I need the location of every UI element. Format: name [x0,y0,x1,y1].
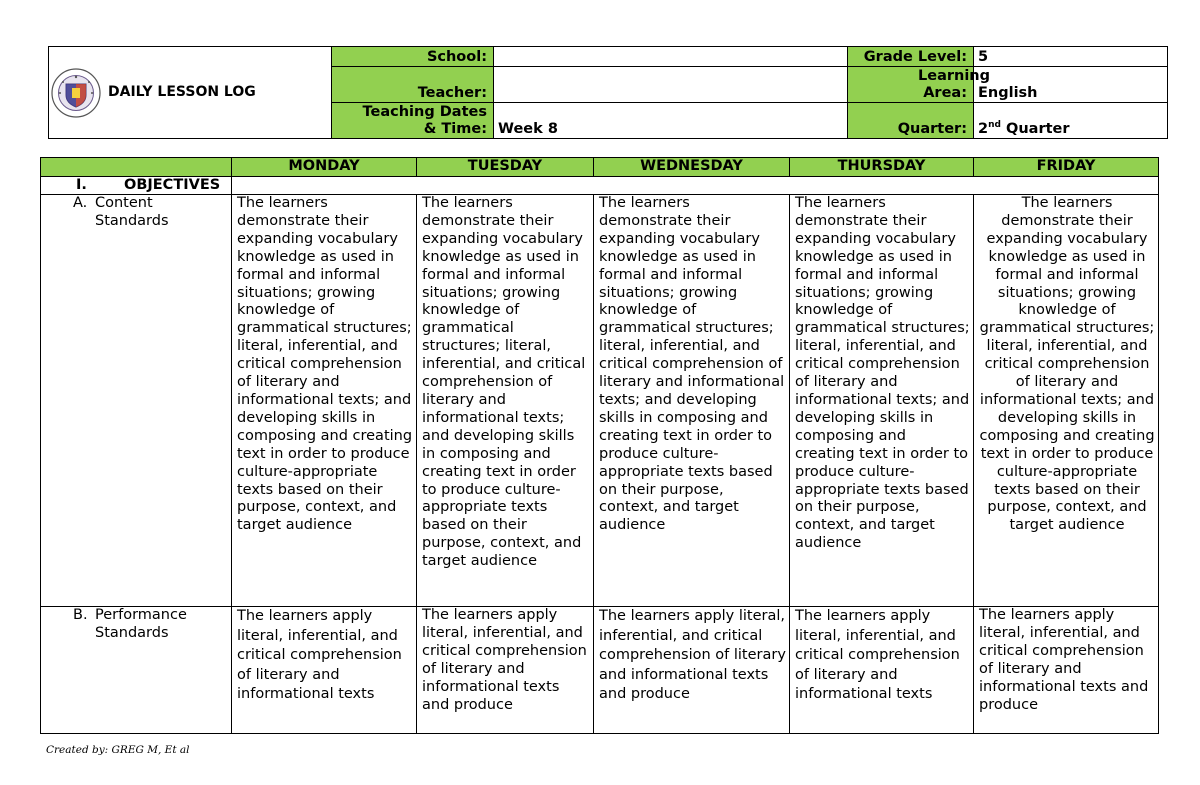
learning-label-line2: Area: [923,85,967,101]
objectives-heading [41,177,232,195]
performance-standards-line1: Performance [95,607,187,623]
performance-standards-label [41,607,232,734]
performance-standards-tuesday: The learners apply literal, inferential, and critical comprehension of literary and informational texts and produce [417,607,594,734]
objectives-title: OBJECTIVES [124,177,221,193]
quarter-word: Quarter [1006,121,1070,137]
objectives-number: I. [76,177,87,193]
learning-area-value[interactable]: English [974,67,1168,103]
content-standards-letter: A. [73,195,88,211]
teaching-dates-label [332,103,494,139]
day-header-thursday: THURSDAY [790,158,974,177]
teacher-value[interactable] [494,67,848,103]
performance-standards-line2: Standards [95,624,169,641]
performance-standards-thursday: The learners apply literal, inferential, and critical comprehension of literary and informational texts [790,607,974,734]
content-standards-tuesday: The learners demonstrate their expanding vocabulary knowledge as used in formal and informal situations; growing knowledge of grammatical structures; literal, inferential, and critical comprehension of literary and informational texts; and developing skills in composing and creating text in order to produce culture-appropriate texts based on their purpose, context, and target audience [417,195,594,607]
teaching-dates-value[interactable]: Week 8 [494,103,848,139]
content-standards-line1: Content [95,195,153,211]
day-header-wednesday: WEDNESDAY [594,158,790,177]
header-table [48,46,1168,139]
deped-seal-icon [51,68,101,118]
footer-credit: Created by: GREG M, Et al [46,744,190,756]
quarter-number: 2 [978,121,989,137]
content-standards-friday: The learners demonstrate their expanding vocabulary knowledge as used in formal and informal situations; growing knowledge of grammatical structures; literal, inferential, and critical comprehension of literary and informational texts; and developing skills in composing and creating text in order to produce culture-appropriate texts based on their purpose, context, and target audience [974,195,1159,607]
quarter-value[interactable] [974,103,1168,139]
content-standards-monday: The learners demonstrate their expanding vocabulary knowledge as used in formal and informal situations; growing knowledge of grammatical structures; literal, inferential, and critical comprehension of literary and informational texts; and developing skills in composing and creating text in order to produce culture-appropriate texts based on their purpose, context, and target audience [232,195,417,607]
content-standards-line2: Standards [95,212,169,229]
learning-label-line1: Learning [918,68,991,84]
document-title: DAILY LESSON LOG [108,84,256,100]
school-label: School: [332,47,494,67]
teacher-label: Teacher: [332,67,494,103]
dates-label-line1: Teaching Dates [362,104,487,120]
school-value[interactable] [494,47,848,67]
learning-area-label [848,67,991,103]
day-header-friday: FRIDAY [974,158,1159,177]
content-standards-wednesday: The learners demonstrate their expanding vocabulary knowledge as used in formal and informal situations; growing knowledge of grammatical structures; literal, inferential, and critical comprehension of literary and informational texts; and developing skills in composing and creating text in order to produce culture-appropriate texts based on their purpose, context, and target audience [594,195,790,607]
quarter-suffix: nd [988,120,1001,131]
performance-standards-letter: B. [73,607,88,623]
day-header-monday: MONDAY [232,158,417,177]
day-header-tuesday: TUESDAY [417,158,594,177]
quarter-label: Quarter: [848,103,974,139]
lesson-log-table [40,157,1159,734]
performance-standards-wednesday: The learners apply literal, inferential, and critical comprehension of literary and informational texts and produce [594,607,790,734]
dates-label-line2: & Time: [423,121,487,137]
objectives-spacer [232,177,1159,195]
corner-cell [41,158,232,177]
logo-title-cell [49,47,332,139]
grade-level-label: Grade Level: [848,47,974,67]
content-standards-label [41,195,232,607]
performance-standards-monday: The learners apply literal, inferential, and critical comprehension of literary and informational texts [232,607,417,734]
content-standards-thursday: The learners demonstrate their expanding vocabulary knowledge as used in formal and informal situations; growing knowledge of grammatical structures; literal, inferential, and critical comprehension of literary and informational texts; and developing skills in composing and creating text in order to produce culture-appropriate texts based on their purpose, context, and target audience [790,195,974,607]
grade-level-value[interactable]: 5 [974,47,1168,67]
performance-standards-friday: The learners apply literal, inferential, and critical comprehension of literary and informational texts and produce [974,607,1159,734]
